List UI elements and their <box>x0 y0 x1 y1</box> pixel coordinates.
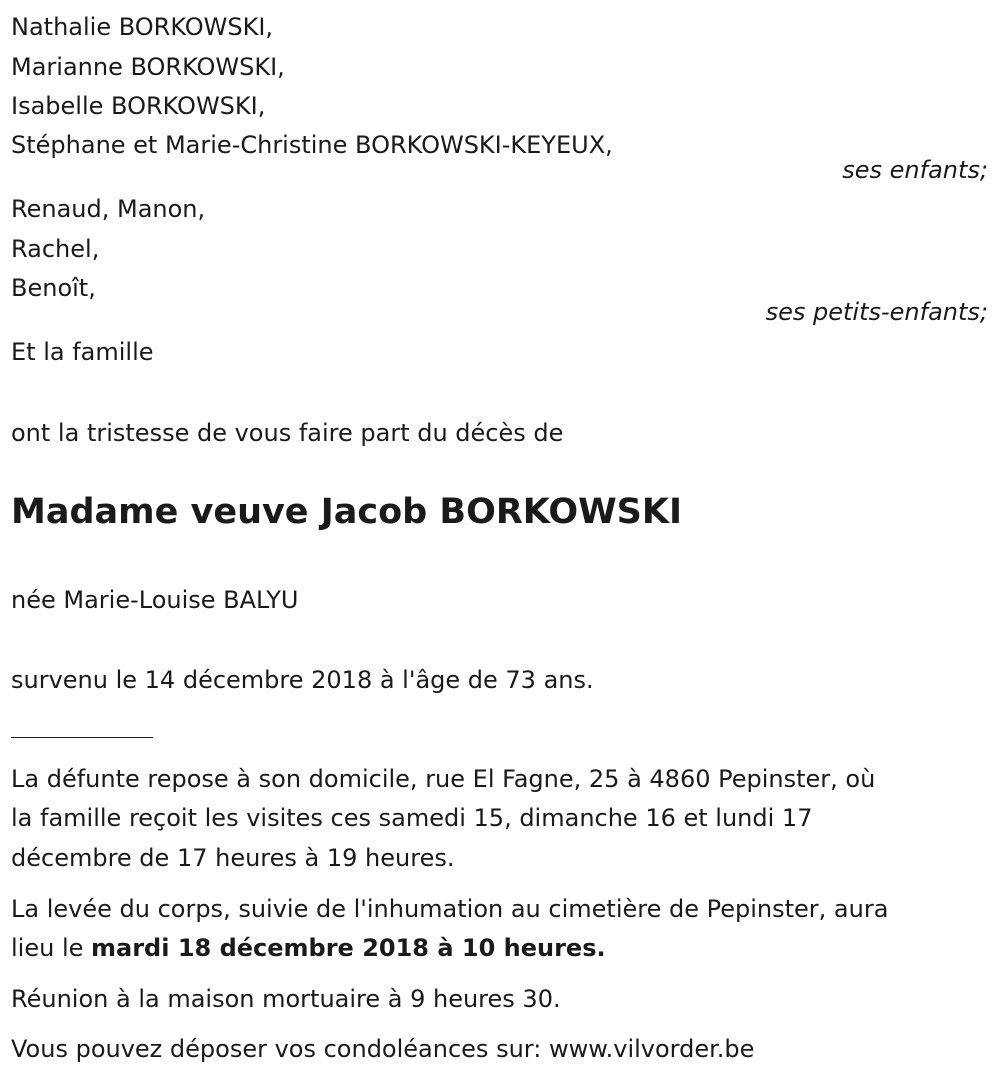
visitation-line-1: La défunte repose à son domicile, rue El Fagne, 25 à 4860 Pepinster, où <box>11 765 876 793</box>
children-role: ses enfants; <box>842 156 988 184</box>
funeral-line-2-prefix: lieu le <box>11 934 92 962</box>
child-name-4: Stéphane et Marie-Christine BORKOWSKI-KEYEUX, <box>11 131 613 159</box>
family-line: Et la famille <box>11 338 154 366</box>
announcement: ont la tristesse de vous faire part du décès de <box>11 419 564 447</box>
funeral-line-2 <box>11 933 606 963</box>
visitation-line-2: la famille reçoit les visites ces samedi 15, dimanche 16 et lundi 17 <box>11 804 813 832</box>
condolences-info: Vous pouvez déposer vos condoléances sur: www.vilvorder.be <box>11 1035 755 1063</box>
grandchildren-role: ses petits-enfants; <box>765 298 988 326</box>
child-name-3: Isabelle BORKOWSKI, <box>11 92 266 120</box>
deceased-name: Madame veuve Jacob BORKOWSKI <box>11 492 683 532</box>
funeral-line-1: La levée du corps, suivie de l'inhumation au cimetière de Pepinster, aura <box>11 895 889 923</box>
meeting-info: Réunion à la maison mortuaire à 9 heures 30. <box>11 985 561 1013</box>
grandchild-name-1: Renaud, Manon, <box>11 195 206 223</box>
child-name-2: Marianne BORKOWSKI, <box>11 53 285 81</box>
grandchild-name-3: Benoît, <box>11 274 96 302</box>
child-name-1: Nathalie BORKOWSKI, <box>11 13 274 41</box>
separator-line <box>11 737 153 738</box>
funeral-date-time: mardi 18 décembre 2018 à 10 heures. <box>91 934 606 962</box>
death-info: survenu le 14 décembre 2018 à l'âge de 73 ans. <box>11 666 594 694</box>
grandchild-name-2: Rachel, <box>11 235 100 263</box>
birth-name: née Marie-Louise BALYU <box>11 586 299 614</box>
visitation-line-3: décembre de 17 heures à 19 heures. <box>11 844 455 872</box>
